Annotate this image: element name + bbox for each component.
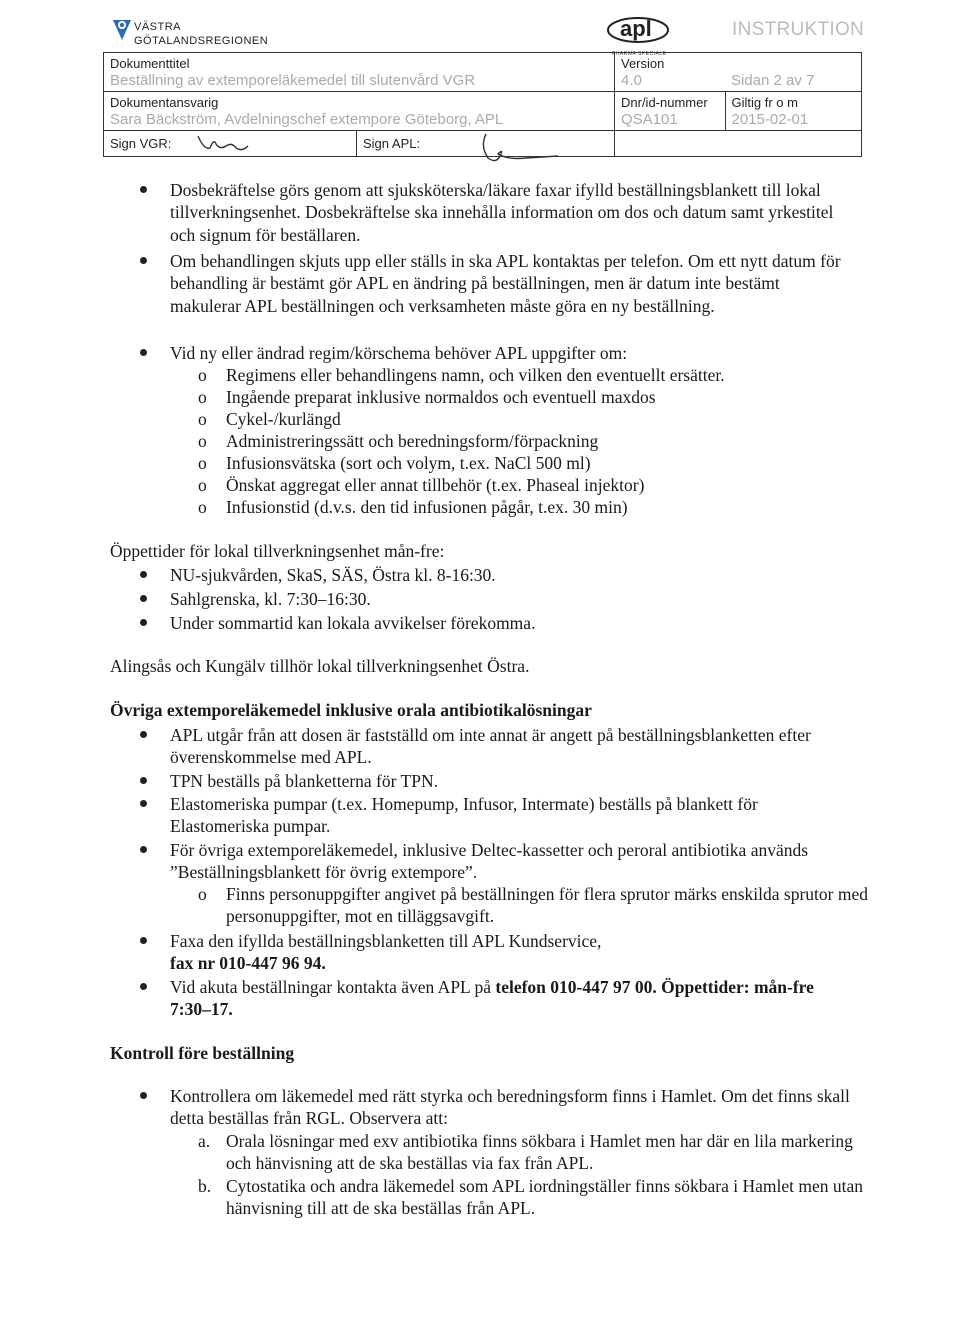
vgr-signature [196, 132, 260, 158]
valid-value: 2015-02-01 [731, 111, 809, 128]
bullet-dot [140, 571, 147, 578]
document-type: INSTRUKTION [732, 19, 865, 40]
bullet-dot [140, 937, 147, 944]
bullet-dot [140, 731, 147, 738]
bullet-dot [140, 777, 147, 784]
apl-logo [606, 16, 670, 57]
bullet-ny-regim: Vid ny eller ändrad regim/körschema behöver APL uppgifter om: [170, 343, 628, 363]
vgr-logo [112, 14, 332, 54]
hours-item: NU-sjukvården, SkaS, SÄS, Östra kl. 8-16:30. [170, 565, 496, 585]
doc-title-value: Beställning av extemporeläkemedel till slutenvård VGR [110, 72, 476, 89]
bullet-dot [140, 595, 147, 602]
owner-value: Sara Bäckström, Avdelningschef extempore Göteborg, APL [110, 111, 504, 128]
apl-logo-text: apl [620, 16, 652, 41]
bullet-dot [140, 619, 147, 626]
bullet-dosbekraftelse: Dosbekräftelse görs genom att sjuksköterska/läkare faxar ifylld beställningsblankett till lokal tillverkningsenhet. Dosbekräftelse ska innehålla information om dos och datum samt yrkestitel och signum för beställaren. [170, 180, 834, 245]
org-name-line2: GÖTALANDSREGIONEN [134, 35, 269, 47]
apl-logo-subtitle: PHARMA SPECIALE [612, 51, 667, 57]
vgr-mark-icon [112, 18, 132, 44]
sign-vgr-label: Sign VGR: [110, 136, 172, 151]
owner-label: Dokumentansvarig [110, 95, 219, 110]
dnr-label: Dnr/id-nummer [621, 95, 708, 110]
bullet-behandling-uppskjuten: Om behandlingen skjuts upp eller ställs in ska APL kontaktas per telefon. Om ett nytt datum för behandling är bestämt gör APL en ändring på beställningen, men är datum inte bestämt makulerar APL beställningen och verksamheten måste göra en ny beställning. [170, 251, 841, 316]
hours-item: Under sommartid kan lokala avvikelser förekomma. [170, 613, 536, 633]
ovriga-bullet: TPN beställs på blanketterna för TPN. [170, 771, 438, 791]
ovriga-bullet: Elastomeriska pumpar (t.ex. Homepump, Infusor, Intermate) beställs på blankett för Elastomeriska pumpar. [170, 794, 758, 837]
empty-cell [615, 131, 862, 157]
fax-number: fax nr 010-447 96 94. [170, 953, 326, 974]
apl-signature [478, 132, 568, 166]
sub-item: o Cykel-/kurlängd [198, 409, 341, 429]
owner-cell [104, 92, 615, 131]
sub-item: o Ingående preparat inklusive normaldos och eventuell maxdos [198, 387, 656, 407]
section-heading-kontroll: Kontroll före beställning [110, 1043, 295, 1063]
ovriga-bullet-fax: Faxa den ifyllda beställningsblanketten till APL Kundservice, fax nr 010-447 96 94. [170, 931, 602, 974]
valid-cell [725, 92, 862, 131]
page-cell [725, 53, 862, 92]
bullet-dot [140, 983, 147, 990]
version-label: Version [621, 56, 665, 71]
sub-item: o Administreringssätt och beredningsform/förpackning [198, 431, 599, 451]
org-name-line1: VÄSTRA [134, 21, 182, 33]
ovriga-sub-item: o Finns personuppgifter angivet på beställningen för flera sprutor märks enskilda sprutor med personuppgifter, mot en tilläggsavgift. [198, 884, 868, 927]
bullet-dot [140, 800, 147, 807]
sub-item: o Infusionsvätska (sort och volym, t.ex. NaCl 500 ml) [198, 453, 591, 473]
ovriga-bullet: APL utgår från att dosen är fastställd om inte annat är angett på beställningsblanketten efter överenskommelse med APL. [170, 725, 811, 768]
sign-apl-label: Sign APL: [363, 136, 421, 151]
doc-title-cell [104, 53, 615, 92]
kontroll-item-b: b. Cytostatika och andra läkemedel som APL iordningställer finns sökbara i Hamlet men utan hänvisning till att de ska beställas från APL. [198, 1176, 863, 1219]
doc-title-label: Dokumenttitel [110, 56, 190, 71]
valid-label: Giltig fr o m [731, 95, 798, 110]
hours-intro: Öppettider för lokal tillverkningsenhet mån-fre: [110, 541, 445, 561]
sub-item: o Önskat aggregat eller annat tillbehör (t.ex. Phaseal injektor) [198, 475, 645, 495]
version-cell [615, 53, 726, 92]
sub-item: o Regimens eller behandlingens namn, och vilken den eventuellt ersätter. [198, 365, 725, 385]
ovriga-bullet-akut: Vid akuta beställningar kontakta även APL på telefon 010-447 97 00. Öppettider: mån-fre 7:30–17. [170, 977, 814, 1020]
bullet-dot [140, 186, 147, 193]
bullet-dot [140, 846, 147, 853]
alingsas-note: Alingsås och Kungälv tillhör lokal tillverkningsenhet Östra. [110, 656, 530, 676]
phone-number: telefon 010-447 97 00. Öppettider: mån-fre 7:30–17. [170, 977, 814, 1020]
bullet-dot [140, 257, 147, 264]
kontroll-bullet: Kontrollera om läkemedel med rätt styrka och beredningsform finns i Hamlet. Om det finns skall detta beställas från RGL. Observera att: [170, 1086, 850, 1129]
section-heading-ovriga: Övriga extemporeläkemedel inklusive orala antibiotikalösningar [110, 700, 592, 720]
sub-item: o Infusionstid (d.v.s. den tid infusionen pågår, t.ex. 30 min) [198, 497, 628, 517]
bullet-dot [140, 349, 147, 356]
page-number: Sidan 2 av 7 [731, 72, 815, 89]
hours-item: Sahlgrenska, kl. 7:30–16:30. [170, 589, 371, 609]
ovriga-bullet: För övriga extemporeläkemedel, inklusive Deltec-kassetter och peroral antibiotika används ”Beställningsblankett för övrig extempore”. [170, 840, 809, 883]
kontroll-item-a: a. Orala lösningar med exv antibiotika finns sökbara i Hamlet men har där en lila markering och hänvisning att de ska beställas via fax från APL. [198, 1131, 853, 1174]
dnr-cell [615, 92, 726, 131]
bullet-dot [140, 1092, 147, 1099]
version-value: 4.0 [621, 72, 642, 89]
dnr-value: QSA101 [621, 111, 678, 128]
